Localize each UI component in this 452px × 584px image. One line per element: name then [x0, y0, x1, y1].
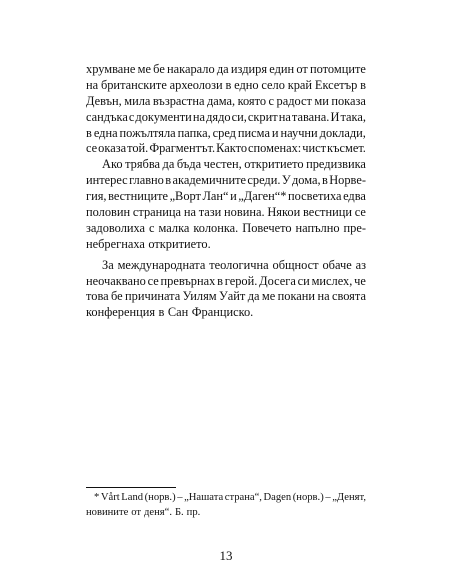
word: Досега — [259, 273, 296, 288]
word: споменах: — [248, 141, 302, 156]
word: дядо — [206, 109, 231, 124]
footnote — [86, 491, 366, 520]
word: мила — [124, 93, 151, 108]
word: това — [86, 289, 109, 304]
word: За — [102, 257, 114, 272]
word: късмет. — [327, 141, 366, 156]
word: която — [237, 93, 267, 108]
word: „Денят, — [332, 492, 366, 503]
word: село — [261, 77, 285, 92]
text-line — [86, 173, 366, 189]
word: радост — [276, 93, 312, 108]
word: международната — [117, 257, 206, 272]
word: на — [317, 289, 330, 304]
word: гия, — [86, 189, 107, 204]
word: (норв.) — [292, 492, 324, 503]
word: Уилям — [182, 289, 217, 304]
word: така, — [340, 109, 366, 124]
word: Ако — [102, 157, 123, 172]
word: скрит — [247, 109, 278, 124]
word: научни — [280, 125, 318, 140]
word: край — [287, 77, 313, 92]
word: дама, — [206, 93, 236, 108]
word: дома, — [291, 173, 321, 188]
word: на — [278, 109, 291, 124]
word: общност — [272, 257, 319, 272]
word: папка, — [177, 125, 211, 140]
footnote-line — [86, 506, 366, 521]
word: Dagen — [263, 492, 292, 503]
word: той. — [127, 141, 149, 156]
word: Фрагментът. — [149, 141, 216, 156]
word: си, — [231, 109, 247, 124]
word: на — [183, 205, 196, 220]
word: доклади, — [319, 125, 366, 140]
word: документи — [135, 109, 192, 124]
word: пр. — [186, 506, 201, 518]
word: в — [165, 173, 172, 188]
word: бе — [111, 289, 123, 304]
word: в — [217, 273, 223, 288]
word: колонка. — [193, 220, 239, 235]
text-line — [86, 289, 366, 305]
word: да — [216, 62, 229, 76]
word: да — [162, 157, 175, 172]
word: с — [268, 93, 275, 108]
word: че — [354, 273, 366, 288]
footnote-separator — [86, 487, 176, 488]
word: мислех, — [311, 273, 353, 288]
word: на — [192, 109, 206, 124]
word: аз — [355, 257, 366, 272]
word: деня“. — [144, 506, 173, 518]
word: главно — [129, 173, 164, 188]
word: Някои — [267, 205, 301, 220]
word: бе — [153, 62, 165, 76]
word: И — [330, 109, 340, 124]
word: (норв.) — [144, 492, 176, 503]
word: в — [321, 173, 328, 188]
word: се — [354, 205, 366, 220]
footnote-line — [86, 491, 366, 506]
word: накарало — [167, 62, 215, 76]
word: У — [281, 173, 291, 188]
word: Повечето — [242, 220, 292, 235]
word: едва — [343, 189, 366, 204]
word: тавана. — [291, 109, 330, 124]
word: академичните — [172, 173, 246, 188]
word: ми — [314, 93, 329, 108]
text-line — [86, 305, 366, 321]
word: теологична — [209, 257, 269, 272]
text-line — [86, 237, 366, 253]
word: в — [158, 305, 165, 320]
word: и — [271, 125, 279, 140]
word: един — [269, 62, 295, 76]
word: Vårt — [100, 492, 120, 503]
word: – — [325, 492, 331, 503]
word: издиря — [230, 62, 268, 76]
text-line — [86, 157, 366, 173]
word: напълно — [295, 220, 340, 235]
word: небрегнаха — [86, 236, 145, 251]
word: тази — [198, 205, 222, 220]
word: посветиха — [288, 189, 342, 204]
word: новина. — [224, 205, 265, 220]
word: Land — [121, 492, 144, 503]
word: страна“, — [224, 492, 262, 503]
word: археолози — [169, 77, 223, 92]
page-number: 13 — [219, 548, 233, 563]
word: сред — [212, 125, 236, 140]
word: – — [177, 492, 183, 503]
word: и — [230, 189, 237, 204]
word: с — [149, 220, 155, 235]
word: Ексетър — [314, 77, 358, 92]
word: предизвика — [306, 157, 366, 172]
word: покани — [277, 289, 316, 304]
text-line — [86, 126, 366, 142]
word: едно — [234, 77, 259, 92]
word: вестници — [302, 205, 352, 220]
text-line — [86, 274, 366, 290]
word: да — [247, 289, 260, 304]
word: в — [86, 125, 92, 140]
word: интерес — [86, 173, 128, 188]
text-line — [86, 78, 366, 94]
word: от — [131, 506, 142, 518]
word: Франциско. — [191, 305, 254, 320]
text-line — [86, 141, 366, 157]
word: показа — [331, 93, 366, 108]
word: честен, — [203, 157, 242, 172]
word: Девън, — [86, 93, 122, 108]
word: пре- — [343, 220, 366, 235]
word: британските — [100, 77, 167, 92]
word: причината — [125, 289, 181, 304]
word: от — [296, 62, 308, 76]
word: ме — [137, 62, 151, 76]
word: Норве- — [329, 173, 366, 188]
word: „Ворт — [169, 189, 201, 204]
body-text — [86, 62, 366, 321]
word: пожълтяла — [119, 125, 176, 140]
word: вестниците — [108, 189, 169, 204]
word: Сан — [167, 305, 189, 320]
word: в — [360, 77, 366, 92]
word: Б. — [174, 506, 184, 518]
word: се — [86, 141, 98, 156]
word: потомците — [310, 62, 366, 76]
word: оказа — [98, 141, 127, 156]
word: новините — [86, 506, 129, 518]
text-line — [86, 205, 366, 221]
word: Лан“ — [202, 189, 229, 204]
word: откритието — [244, 157, 304, 172]
text-line — [86, 110, 366, 126]
word: герой. — [224, 273, 258, 288]
text-line — [86, 189, 366, 205]
text-line — [86, 258, 366, 274]
word: откритието. — [148, 236, 211, 251]
word: „Даген“* — [238, 189, 287, 204]
word: се — [147, 273, 159, 288]
word: задоволиха — [86, 220, 146, 235]
word: сандъка — [86, 109, 128, 124]
word: обаче — [322, 257, 352, 272]
word: половин — [86, 205, 131, 220]
word: хрумване — [86, 62, 136, 76]
word: среди. — [247, 173, 281, 188]
word: ме — [261, 289, 276, 304]
word: една — [93, 125, 118, 140]
word: своята — [331, 289, 366, 304]
word: неочаквано — [86, 273, 146, 288]
word: Уайт — [219, 289, 246, 304]
word: си — [297, 273, 310, 288]
word: Както — [216, 141, 248, 156]
word: в — [225, 77, 232, 92]
word: превърнах — [160, 273, 216, 288]
word: малка — [158, 220, 190, 235]
word: чист — [302, 141, 327, 156]
word: писма — [237, 125, 270, 140]
word: с — [128, 109, 135, 124]
word: конференция — [86, 305, 156, 320]
word: трябва — [125, 157, 161, 172]
text-line — [86, 94, 366, 110]
word: „Нашата — [184, 492, 224, 503]
word: * — [94, 492, 100, 503]
word: страница — [132, 205, 182, 220]
word: бъда — [176, 157, 202, 172]
text-line — [86, 62, 366, 78]
text-line — [86, 221, 366, 237]
word: възрастна — [152, 93, 205, 108]
word: на — [86, 77, 99, 92]
